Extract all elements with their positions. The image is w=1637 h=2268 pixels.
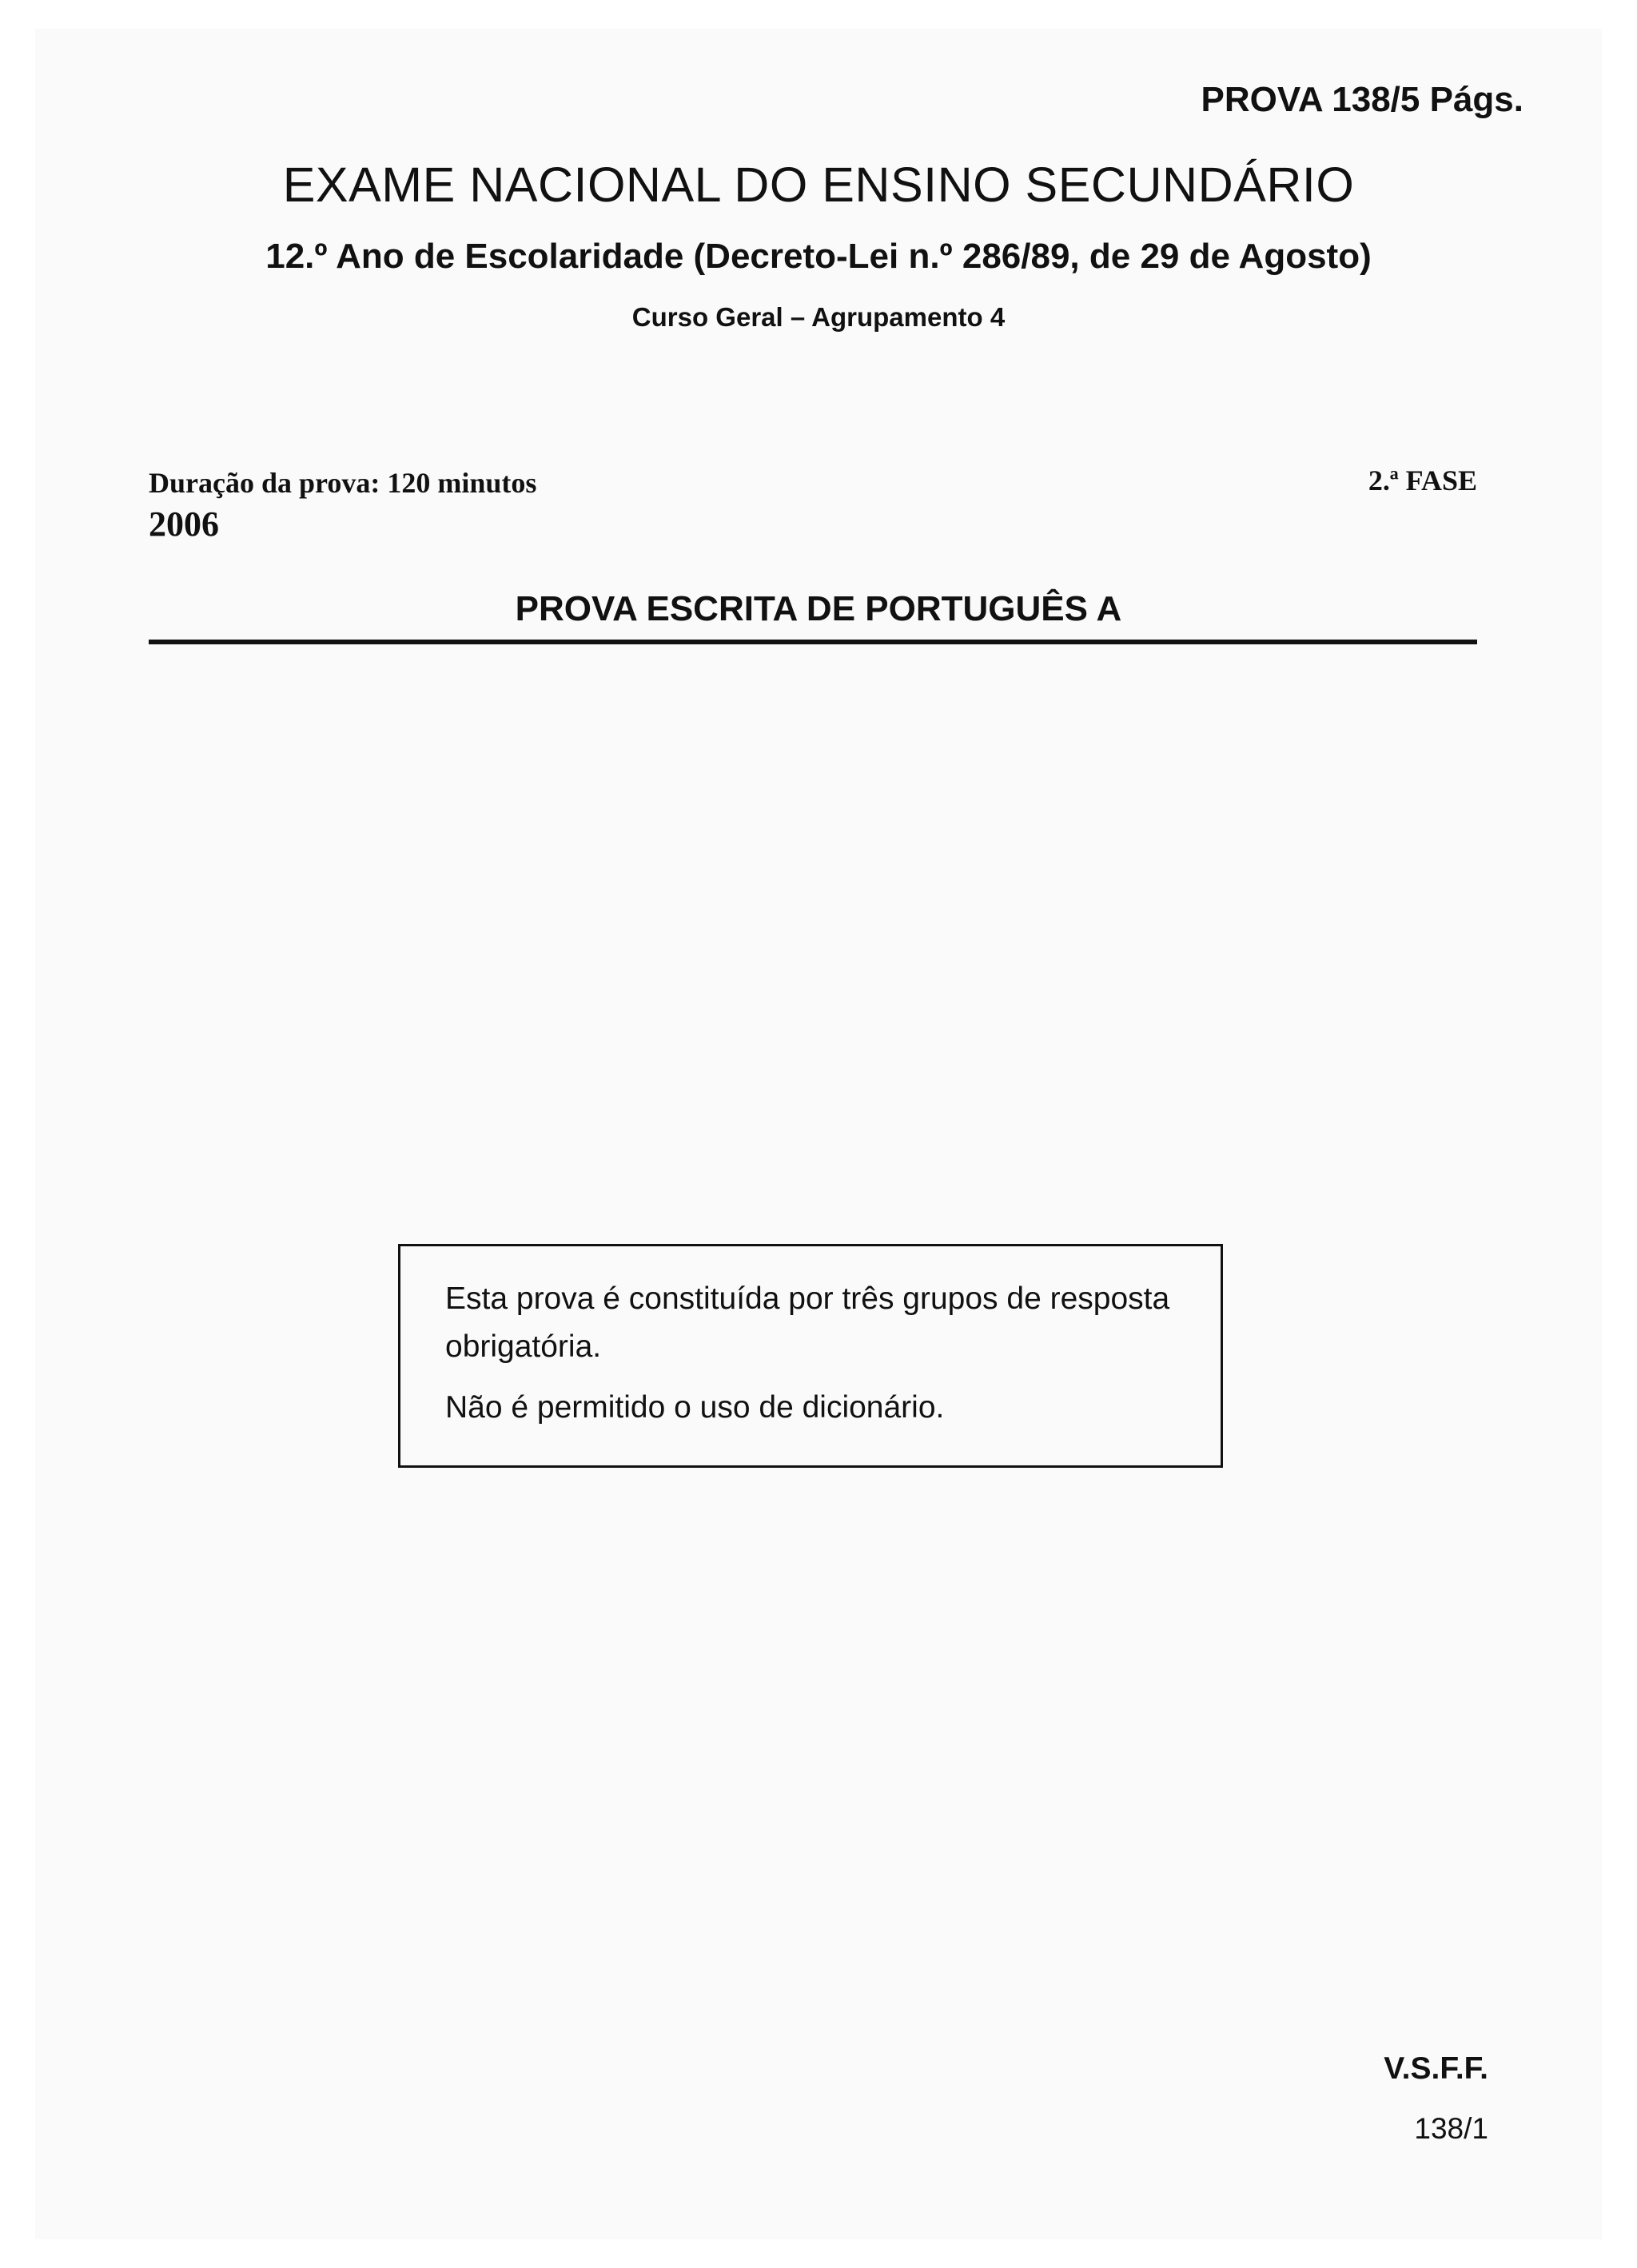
exam-page: [35, 29, 1602, 2239]
title-divider: [149, 640, 1477, 644]
instructions-line: Não é permitido o uso de dicionário.: [445, 1390, 945, 1425]
prova-title: PROVA ESCRITA DE PORTUGUÊS A: [515, 589, 1122, 628]
course-line: Curso Geral – Agrupamento 4: [631, 302, 1006, 332]
exam-subtitle: 12.º Ano de Escolaridade (Decreto-Lei n.º 286/89, de 29 de Agosto): [265, 237, 1372, 276]
turn-page-note: V.S.F.F.: [1384, 2051, 1488, 2086]
instructions-line: Esta prova é constituída por três grupos de resposta: [445, 1281, 1170, 1316]
exam-duration: Duração da prova: 120 minutos: [149, 467, 537, 499]
page-number: 138/1: [1414, 2112, 1488, 2145]
instructions-line: obrigatória.: [445, 1329, 602, 1364]
instructions-box: [398, 1244, 1223, 1468]
exam-phase: 2.ª FASE: [1368, 464, 1477, 496]
exam-title: EXAME NACIONAL DO ENSINO SECUNDÁRIO: [282, 157, 1355, 212]
exam-year: 2006: [149, 504, 219, 544]
prova-code: PROVA 138/5 Págs.: [1201, 80, 1523, 119]
